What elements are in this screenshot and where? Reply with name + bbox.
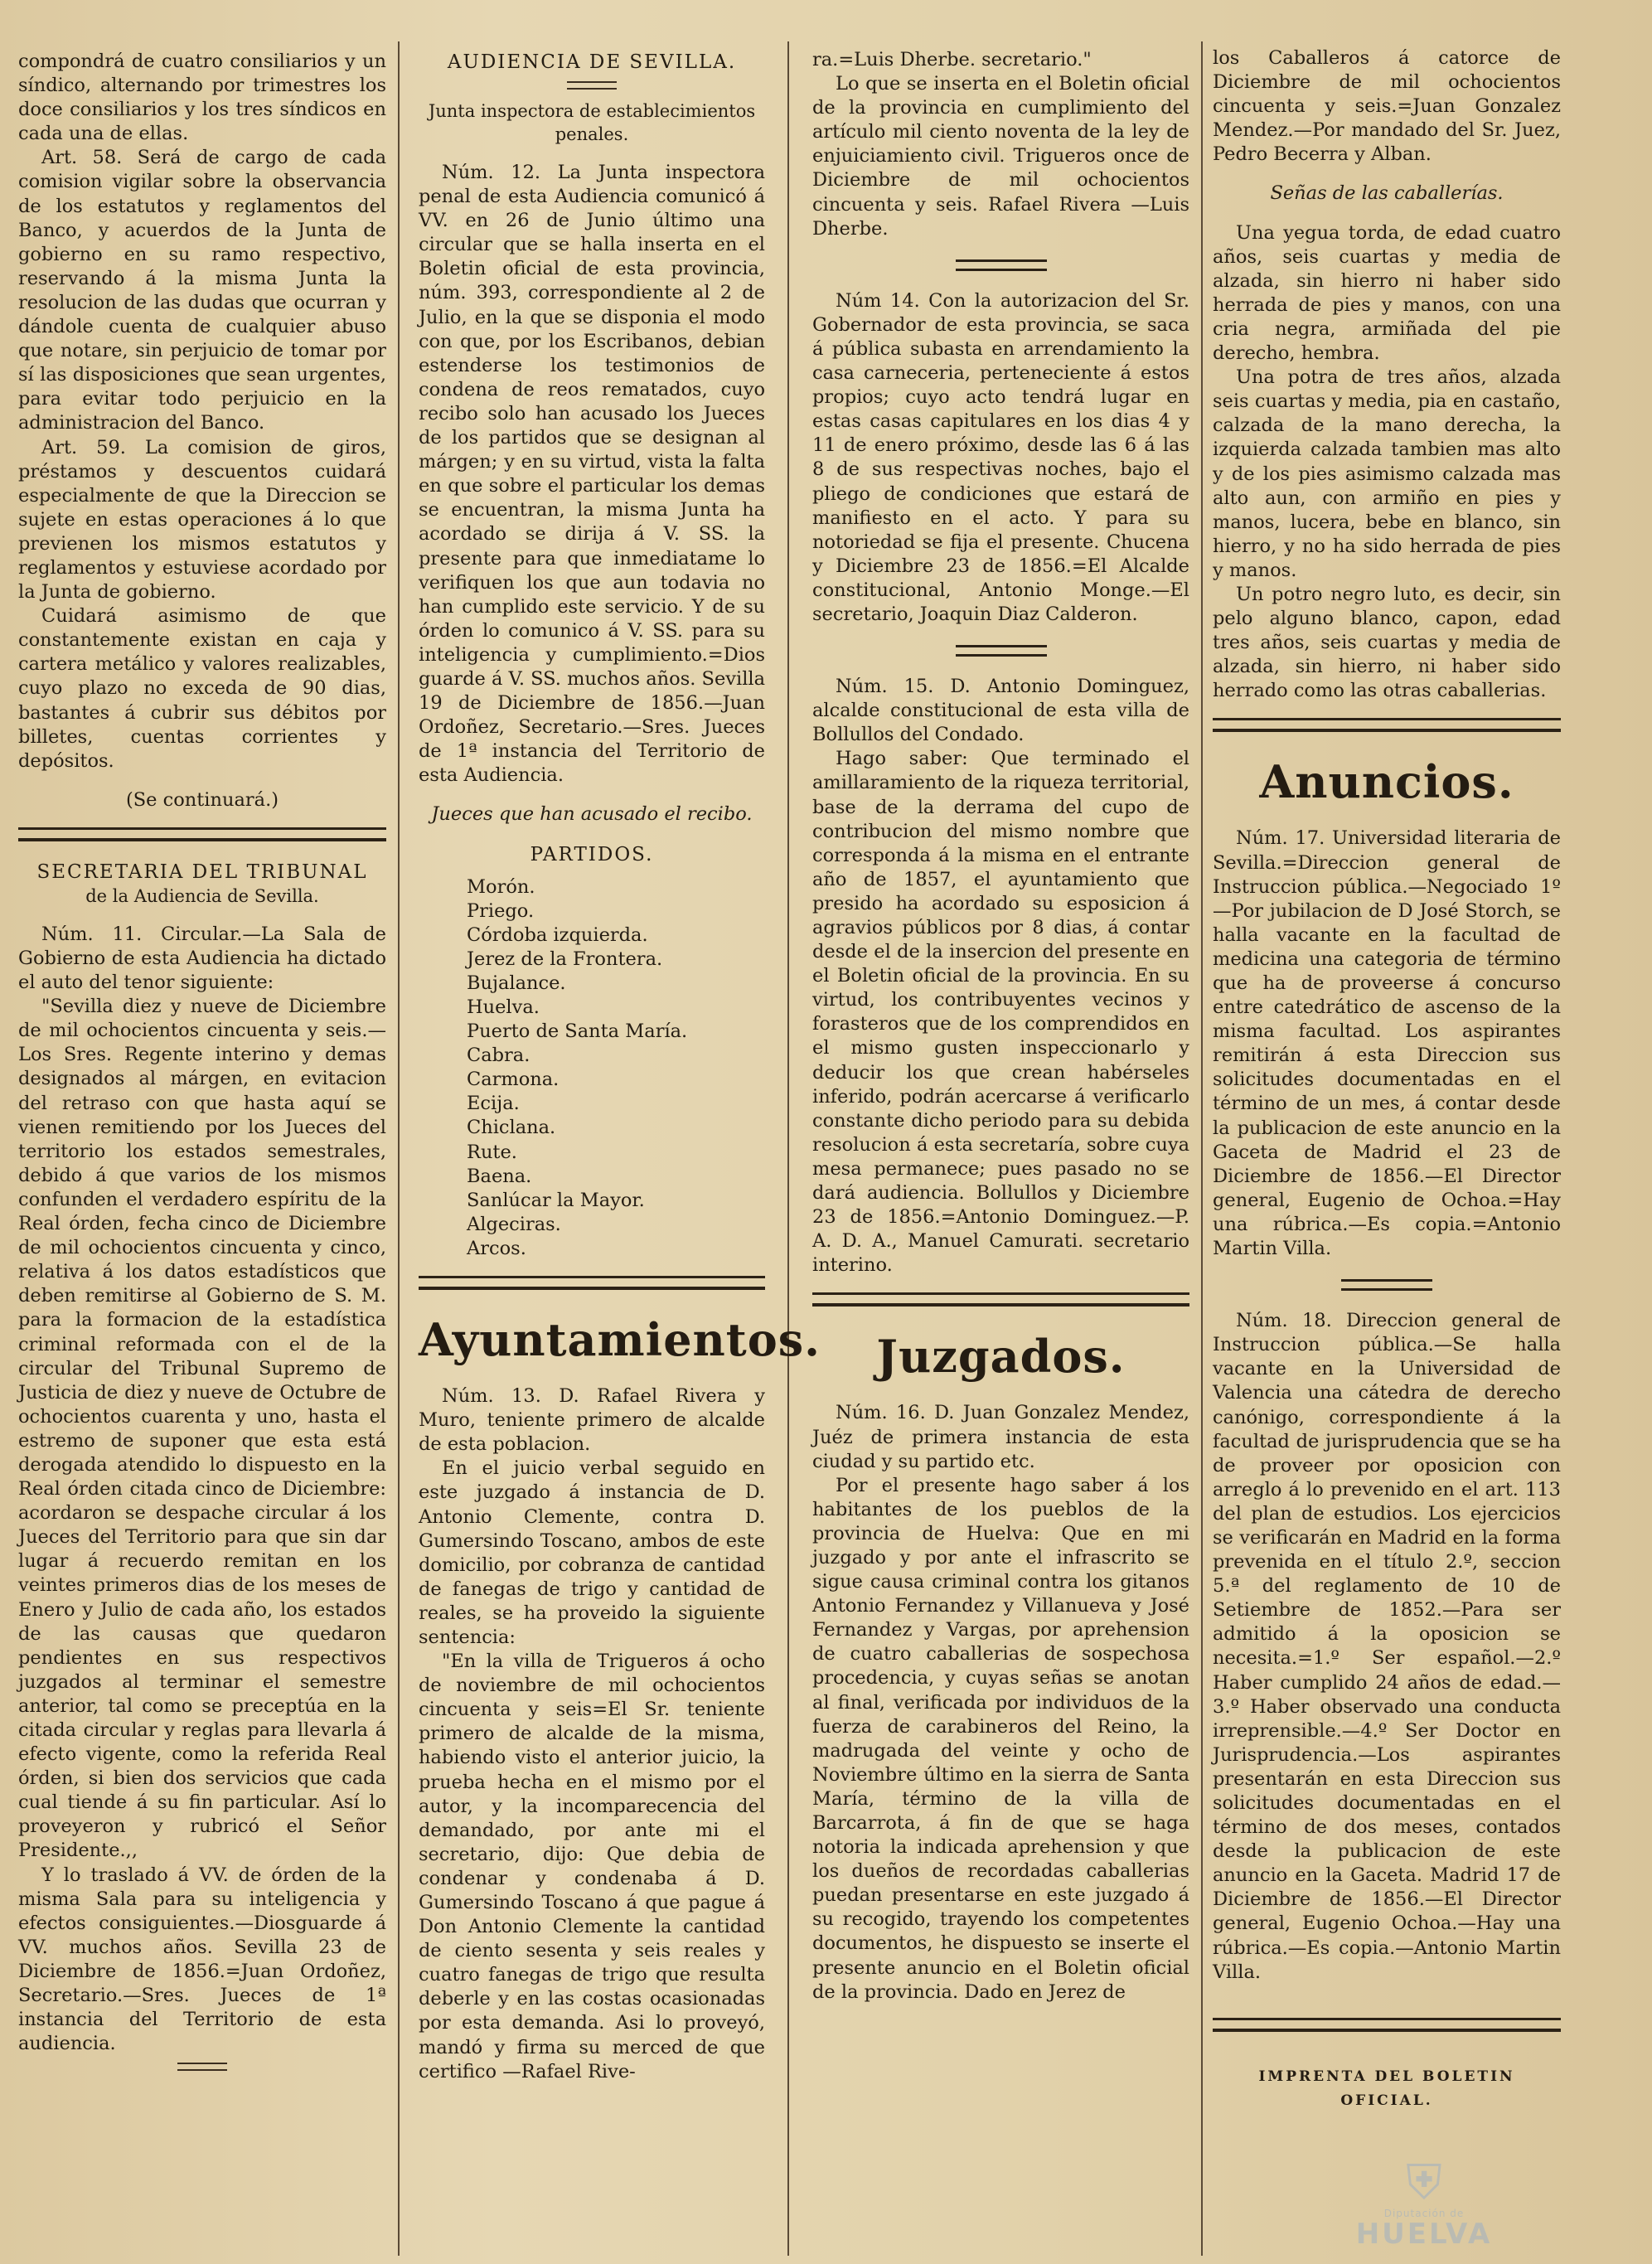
notice-13-body: En el juicio verbal seguido en este juzgado á instancia de D. Antonio Clemente, contra D. Gumersindo Toscano, ambos de este domicilio, por cobranza de cantidad de fanegas de trigo y cantidad de reales, se ha proveido la siguiente sentencia: xyxy=(419,1457,765,1648)
horse-description: Una yegua torda, de edad cuatro años, seis cuartas y media de alzada, sin hierro ni haber sido herrada de pies y manos, con una cria negra, armiñada del pie derecho, hembra. xyxy=(1213,221,1561,365)
partido-item: Sanlúcar la Mayor. xyxy=(467,1189,645,1211)
divider xyxy=(177,2063,227,2071)
section-divider xyxy=(812,1292,1189,1307)
section-divider xyxy=(419,1276,765,1290)
partido-item: Baena. xyxy=(467,1165,532,1187)
partido-item: Priego. xyxy=(467,899,535,922)
column-rule xyxy=(787,41,789,2256)
partido-item: Córdoba izquierda. xyxy=(467,924,648,946)
senas-caption: Señas de las caballerías. xyxy=(1270,182,1504,205)
column-rule xyxy=(398,41,400,2256)
notice-18: Núm. 18. Direccion general de Instruccion pública.—Se halla vacante en la Universidad de Valencia una cátedra de derecho canónigo, correspondiente á la facultad de jurisprudencia que se ha de proveer por oposicion con arreglo á lo prevenido en el art. 113 del plan de estudios. Los ejercicios se verificarán en Madrid en la forma prevenida en el título 2.º, seccion 5.ª del reglamento de 10 de Setiembre de 1852.—Para ser admitido á la oposicion se necesita.=1.º Ser español.—2.º Haber cumplido 24 años de edad.—3.º Haber observado una conducta irreprensible.—4.º Ser Doctor en Jurisprudencia.—Los aspirantes presentarán en esta Direccion sus solicitudes documentadas en el término de dos meses, contados desde la publicacion de este anuncio en la Gaceta. Madrid 17 de Diciembre de 1856.—El Director general, Eugenio Ochoa.—Hay una rúbrica.—Es copia.—Antonio Martin Villa. xyxy=(1213,1310,1561,1983)
horse-description: Un potro negro luto, es decir, sin pelo alguno blanco, capon, edad tres años, seis cuartas y media de alzada, sin hierro, ni haber sido herrado como las otras caballerias. xyxy=(1213,583,1561,702)
shield-icon: ⛨ xyxy=(1406,2154,1442,2210)
archive-watermark xyxy=(1333,2156,1515,2256)
ayuntamientos-heading: Ayuntamientos. xyxy=(419,1313,821,1367)
section-heading: SECRETARIA DEL TRIBUNAL xyxy=(36,861,368,883)
notice-17: Núm. 17. Universidad literaria de Sevilla.=Direccion general de Instruccion pública.—Negociado 1º —Por jubilacion de D José Storch, se halla vacante en la facultad de medicina una categoria de término que ha de proveerse á concurso entre catedrático de ascenso de la misma facultad. Los aspirantes remitirán á esta Direccion sus solicitudes documentadas en el término de un mes, á contar desde la publicacion de este anuncio en la Gaceta de Madrid el 23 de Diciembre de 1856.—El Director general, Eugenio de Ochoa.=Hay una rúbrica.—Es copia.=Antonio Martin Villa. xyxy=(1213,827,1561,1260)
partido-item: Jerez de la Frontera. xyxy=(467,948,663,970)
notice-16-body: Por el presente hago saber á los habitantes de los pueblos de la provincia de Huelva: Que en mi juzgado y por ante el infrascrito se sigue causa criminal contra los gitanos Antonio Fernandez y Villanueva y José Fernandez y Vargas, por aprehension de cuatro caballerias de sospechosa procedencia, y cuyas señas se anotan al final, verificada por individuos de la fuerza de carabineros del Reino, la madrugada del veinte y ocho de Noviembre último en la sierra de Santa María, término de la villa de Barcarrota, á fin de que se haga notoria la indicada aprehension y que los dueños de recordadas caballerias puedan presentarse en este juzgado á su recogido, trayendo los competentes documentos, he dispuesto se inserte el presente anuncio en el Boletin oficial de la provincia. Dado en Jerez de xyxy=(812,1474,1189,2003)
partido-item: Bujalance. xyxy=(467,972,566,994)
partido-item: Rute. xyxy=(467,1141,517,1163)
article-59: Art. 59. La comision de giros, préstamos y descuentos cuidará especialmente de que la Direccion se sujete en estas operaciones á lo que previenen los mismos estatutos y reglamentos y estuviese acordado por la Junta de gobierno. xyxy=(18,436,386,604)
circular-11-body: "Sevilla diez y nueve de Diciembre de mil ochocientos cincuenta y seis.—Los Sres. Regente interino y demas designados al márgen, en evitacion del retraso con que hasta aquí se vienen remitiendo por los Jueces del territorio los estados semestrales, debido á que varios de los mismos confunden el verdadero espíritu de la Real órden, fecha cinco de Diciembre de mil ochocientos cincuenta y cinco, relativa á los datos estadísticos que deben remitirse al Gobierno de S. M. para la formacion de la estadística criminal reformada con el de la circular del Tribunal Supremo de Justicia de diez y nueve de Octubre de ochocientos cuarenta y uno, hasta el estremo de suponer que esta está derogada atendido lo dispuesto en la Real órden citada cinco de Diciembre: acordaron se despache circular á los Jueces del Territorio para que sin dar lugar á recuerdo remitan en los veintes primeros dias de los meses de Enero y Julio de cada año, los estados de las causas que quedaron pendientes en sus respectivos juzgados al terminar el semestre anterior, tal como se preceptúa en la citada circular y reglas para llevarla á efecto vigente, como la referida Real órden, si bien dos servicios que cada cual tiende á su fin particular. Así lo proveyeron y rubricó el Señor Presidente.,, xyxy=(18,996,386,1862)
jueces-caption: Jueces que han acusado el recibo. xyxy=(431,803,753,826)
paragraph: Cuidará asimismo de que constantemente existan en caja y cartera metálico y valores realizables, cuyo plazo no exceda de 90 dias, bastantes á cubrir sus débitos por billetes, cuentas corrientes y depósitos. xyxy=(18,605,386,772)
juzgados-heading: Juzgados. xyxy=(876,1330,1126,1384)
partido-item: Chiclana. xyxy=(467,1117,556,1139)
partido-item: Ecija. xyxy=(467,1093,520,1115)
notice-15-body: Hago saber: Que terminado el amillaramiento de la riqueza territorial, base de la derrama del cupo de contribucion del mismo nombre que corresponda á la misma en el entrante año de 1857, el ayuntamiento que presido ha acordado su esposicion á agravios públicos por 8 dias, á contar desde el de la insercion del presente en el Boletin oficial de la provincia. En su virtud, los contribuyentes vecinos y forasteros que de los comprendidos en el mismo gusten inspeccionarlo y deducir los que crean habérseles inferido, podrán acercarse á verificarlo constante dicho periodo para su debida resolucion á esta secretaría, sobre cuya mesa permanece; pues pasado no se dará audiencia. Bollullos y Diciembre 23 de 1856.=Antonio Dominguez.—P. A. D. A., Manuel Camurati. secretario interino. xyxy=(812,748,1189,1277)
paragraph: los Caballeros á catorce de Diciembre de mil ochocientos cincuenta y seis.=Juan Gonzalez Mendez.—Por mandado del Sr. Juez, Pedro Becerra y Alban. xyxy=(1213,47,1561,166)
partidos-list xyxy=(467,875,765,1262)
partido-item: Cabra. xyxy=(467,1045,530,1067)
paragraph: ra.=Luis Dherbe. secretario." xyxy=(812,49,1092,70)
column-4 xyxy=(1213,46,1561,2113)
notice-12: Núm. 12. La Junta inspectora penal de esta Audiencia comunicó á VV. en 26 de Junio último una circular que se halla inserta en el Boletin oficial de esta provincia, núm. 393, correspondiente al 2 de Julio, en la que se disponia el modo con que, por los Escribanos, debian estenderse los testimonios de condena de reos rematados, cuyo recibo solo han acusado los Jueces de los partidos que se designan al márgen; y en su virtud, vista la falta en que sobre el particular los demas se encuentran, la misma Junta ha acordado se dirija á V. SS. la presente para que inmediatame lo verifiquen los que aun todavia no han cumplido este servicio. Y de su órden lo comunico á V. SS. para su inteligencia y cumplimiento.=Dios guarde á V. SS. muchos años. Sevilla 19 de Diciembre de 1856.—Juan Ordoñez, Secretario.—Sres. Jueces de 1ª instancia del Territorio de esta Audiencia. xyxy=(419,162,765,787)
section-subheading: Junta inspectora de establecimientos penales. xyxy=(428,101,756,144)
watermark-line1: Diputación de xyxy=(1383,2208,1465,2219)
column-2 xyxy=(419,50,821,2084)
partidos-title: PARTIDOS. xyxy=(530,843,654,865)
divider xyxy=(956,645,1047,657)
column-1 xyxy=(18,50,386,2081)
divider xyxy=(567,81,617,90)
continuation-note: (Se continuará.) xyxy=(125,788,279,811)
column-rule xyxy=(1201,41,1203,2256)
partido-item: Algeciras. xyxy=(467,1213,561,1235)
circular-11-intro: Núm. 11. Circular.—La Sala de Gobierno de esta Audiencia ha dictado el auto del tenor siguiente: xyxy=(18,923,386,994)
section-divider xyxy=(18,827,386,841)
printer-imprint: IMPRENTA DEL BOLETIN OFICIAL. xyxy=(1258,2068,1515,2109)
watermark-line2: HUELVA xyxy=(1355,2218,1493,2251)
notice-14: Núm 14. Con la autorizacion del Sr. Gobernador de esta provincia, se saca á pública subasta en arrendamiento la casa carneceria, perteneciente á estos propios; cuyo acto tendrá lugar en estas casas capitulares en los dias 4 y 11 de enero próximo, desde las 6 á las 8 de sus respectivas noches, bajo el pliego de condiciones que estará de manifiesto en el acto. Y para su notoriedad se fija el presente. Chucena y Diciembre 23 de 1856.=El Alcalde constitucional, Antonio Monge.—El secretario, Joaquin Diaz Calderon. xyxy=(812,289,1189,625)
partido-item: Huelva. xyxy=(467,996,540,1018)
partido-item: Puerto de Santa María. xyxy=(467,1020,688,1043)
notice-16-header: Núm. 16. D. Juan Gonzalez Mendez, Juéz de primera instancia de esta ciudad y su partido etc. xyxy=(812,1402,1189,1472)
section-divider xyxy=(1213,718,1561,732)
notice-13-header: Núm. 13. D. Rafael Rivera y Muro, teniente primero de alcalde de esta poblacion. xyxy=(419,1385,765,1456)
section-subheading: de la Audiencia de Sevilla. xyxy=(85,885,319,906)
partido-item: Carmona. xyxy=(467,1069,560,1091)
partido-item: Arcos. xyxy=(467,1237,526,1259)
anuncios-heading: Anuncios. xyxy=(1259,755,1514,809)
section-divider xyxy=(1213,2018,1561,2032)
paragraph: compondrá de cuatro consiliarios y un síndico, alternando por trimestres los doce consiliarios y los tres síndicos en cada una de ellas. xyxy=(18,51,386,145)
article-58: Art. 58. Será de cargo de cada comision vigilar sobre la observancia de los estatutos y reglamentos del Banco, y acuerdos de la Junta de gobierno en su ramo respectivo, reservando á la misma Junta la resolucion de las dudas que ocurran y dándole cuenta de cualquier abuso que notare, sin perjuicio de tomar por sí las disposiciones que sean urgentes, para evitar todo perjuicio en la administracion del Banco. xyxy=(18,147,386,434)
partido-item: Morón. xyxy=(467,875,535,898)
circular-11-close: Y lo traslado á VV. de órden de la misma Sala para su inteligencia y efectos consiguientes.—Diosguarde á VV. muchos años. Sevilla 23 de Diciembre de 1856.=Juan Ordoñez, Secretario.—Sres. Jueces de 1ª instancia del Territorio de esta audiencia. xyxy=(18,1864,386,2055)
section-heading: AUDIENCIA DE SEVILLA. xyxy=(447,51,737,73)
paragraph: Lo que se inserta en el Boletin oficial de la provincia en cumplimiento del artículo mil ciento noventa de la ley de enjuiciamiento civil. Trigueros once de Diciembre de mil ochocientos cincuenta y seis. Rafael Rivera —Luis Dherbe. xyxy=(812,73,1189,240)
notice-13-sentence: "En la villa de Trigueros á ocho de noviembre de mil ochocientos cincuenta y seis=El Sr. teniente primero de alcalde de la misma, habiendo visto el anterior juicio, la prueba hecha en el mismo por el autor, y la incomparecencia del demandado, por ante mi el secretario, dijo: Que debia de condenar y condenaba á D. Gumersindo Toscano á que pague á Don Antonio Clemente la cantidad de ciento sesenta y seis reales y cuatro fanegas de trigo que resulta deberle y en las costas ocasionadas por esta demanda. Asi lo proveyó, mandó y firma su merced de que certifico —Rafael Rive- xyxy=(419,1651,765,2082)
notice-15-header: Núm. 15. D. Antonio Dominguez, alcalde constitucional de esta villa de Bollullos del Condado. xyxy=(812,676,1189,746)
divider xyxy=(1341,1279,1432,1291)
column-3 xyxy=(812,48,1189,2005)
horse-description: Una potra de tres años, alzada seis cuartas y media, pia en castaño, calzada de la mano derecha, la izquierda calzada tambien mas alto y de los pies asimismo calzada mas alto aun, con armiño en pies y manos, lucera, bebe en blanco, sin hierro, y no ha sido herrada de pies y manos. xyxy=(1213,366,1561,581)
divider xyxy=(956,259,1047,271)
